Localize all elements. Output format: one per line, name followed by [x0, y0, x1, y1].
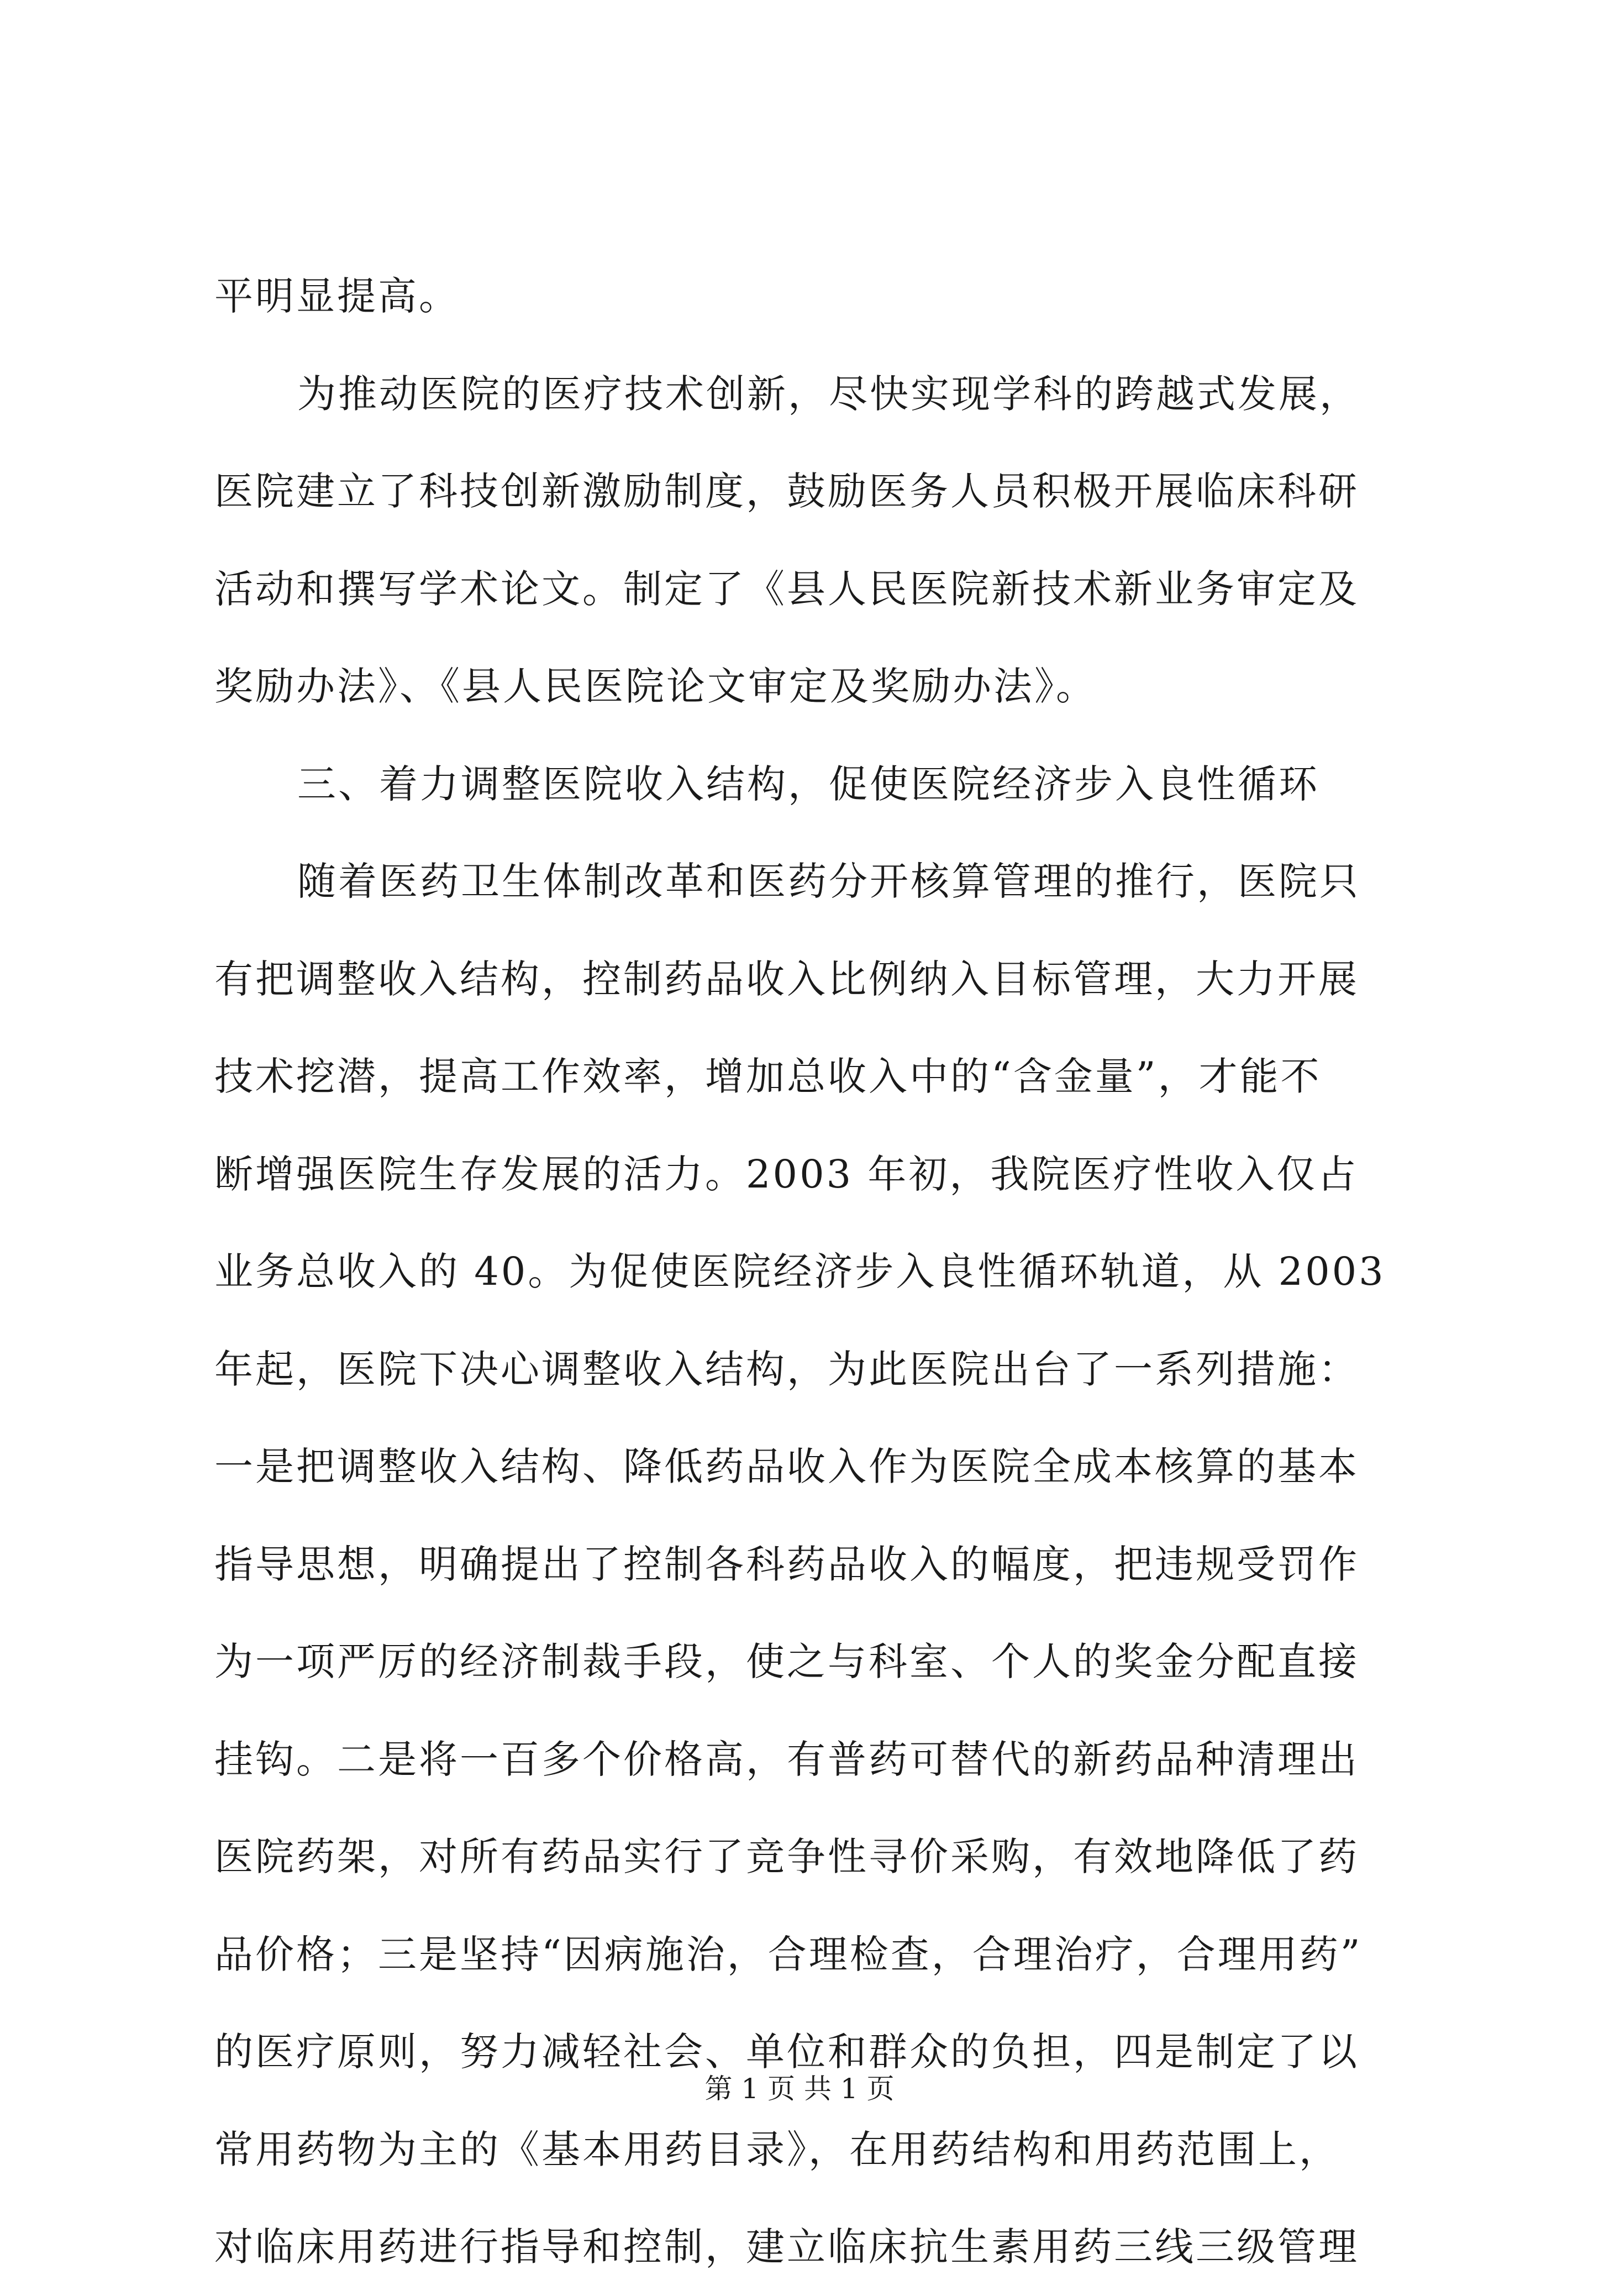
text-line: 技术挖潜，提高工作效率，增加总收入中的“含金量”，才能不 — [214, 1054, 1322, 1099]
text-line: 挂钩。二是将一百多个价格高，有普药可替代的新药品种清理出 — [214, 1736, 1359, 1782]
paragraph-start-line: 随着医药卫生体制改革和医药分开核算管理的推行，医院只 — [297, 859, 1360, 904]
page-footer — [0, 2069, 1599, 2108]
text-line: 指导思想，明确提出了控制各科药品收入的幅度，把违规受罚作 — [214, 1541, 1359, 1587]
text-line: 业务总收入的 40。为促使医院经济步入良性循环轨道，从 2003 — [214, 1249, 1386, 1294]
document-body — [214, 248, 1391, 2296]
text-line: 品价格；三是坚持“因病施治，合理检查，合理治疗，合理用药” — [214, 1931, 1363, 1977]
text-line: 常用药物为主的《基本用药目录》，在用药结构和用药范围上， — [214, 2126, 1340, 2172]
text-line: 的医疗原则，努力减轻社会、单位和群众的负担，四是制定了以 — [214, 2029, 1359, 2074]
text-line: 医院建立了科技创新激励制度，鼓励医务人员积极开展临床科研 — [214, 469, 1359, 514]
text-line: 平明显提高。 — [214, 274, 460, 319]
text-line: 一是把调整收入结构、降低药品收入作为医院全成本核算的基本 — [214, 1444, 1359, 1489]
text-line: 活动和撰写学术论文。制定了《县人民医院新技术新业务审定及 — [214, 566, 1359, 612]
text-line: 有把调整收入结构，控制药品收入比例纳入目标管理，大力开展 — [214, 956, 1359, 1002]
text-line: 奖励办法》、《县人民医院论文审定及奖励办法》。 — [214, 664, 1097, 709]
section-heading: 三、着力调整医院收入结构，促使医院经济步入良性循环 — [297, 761, 1319, 807]
paragraph-start-line: 为推动医院的医疗技术创新，尽快实现学科的跨越式发展， — [297, 371, 1360, 417]
text-line: 对临床用药进行指导和控制，建立临床抗生素用药三线三级管理 — [214, 2224, 1359, 2269]
text-line: 为一项严厉的经济制裁手段，使之与科室、个人的奖金分配直接 — [214, 1639, 1359, 1684]
text-line: 断增强医院生存发展的活力。2003 年初，我院医疗性收入仅占 — [214, 1151, 1359, 1197]
page-number-label: 第 1 页 共 1 页 — [704, 2073, 895, 2105]
text-line: 年起，医院下决心调整收入结构，为此医院出台了一系列措施： — [214, 1346, 1359, 1392]
text-line: 医院药架，对所有药品实行了竞争性寻价采购，有效地降低了药 — [214, 1834, 1359, 1879]
